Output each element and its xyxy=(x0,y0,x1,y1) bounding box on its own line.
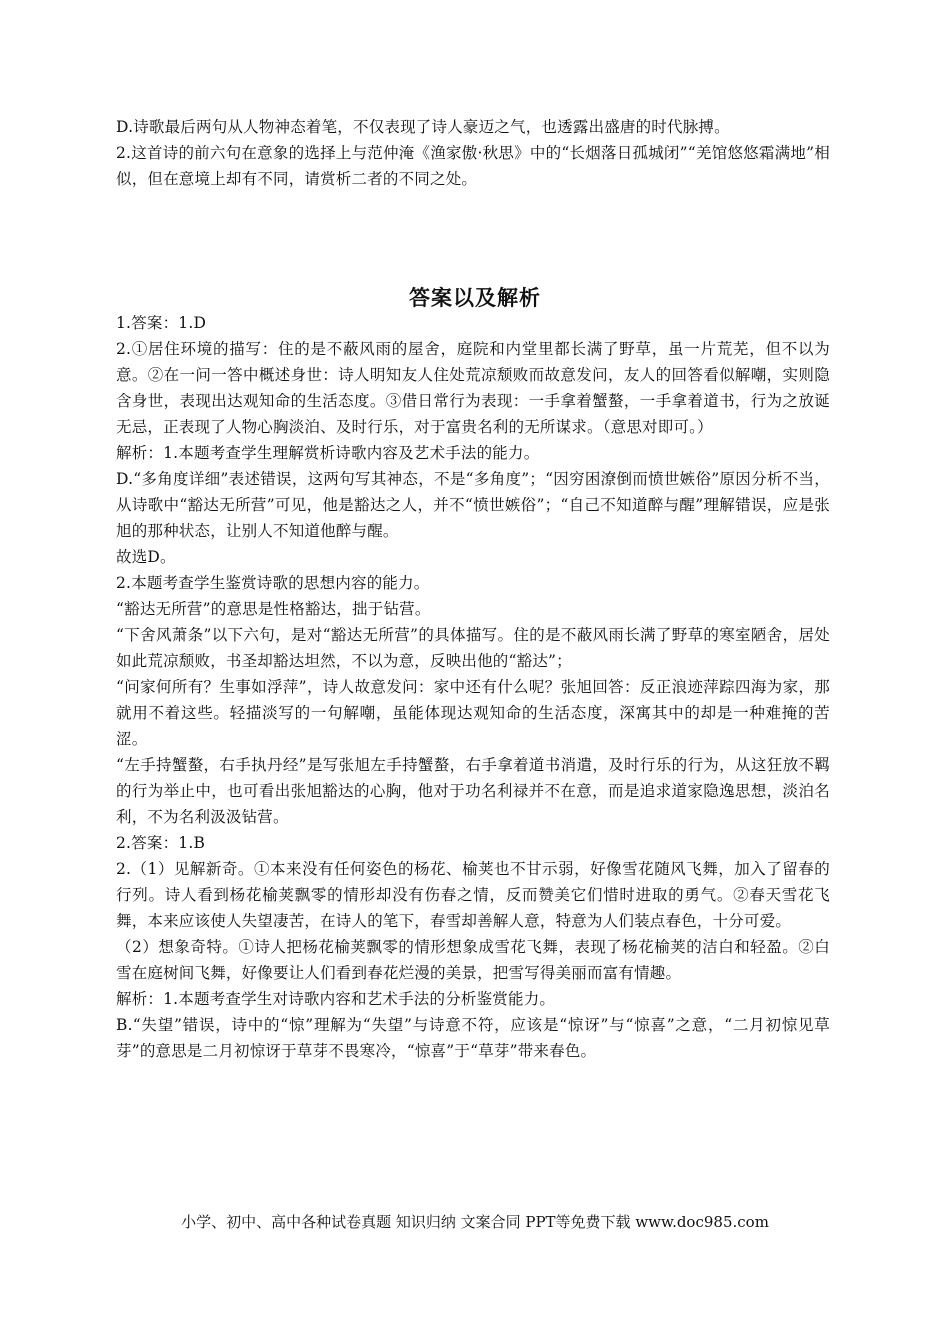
answer-paragraph: 2.（1）见解新奇。①本来没有任何姿色的杨花、榆荚也不甘示弱，好像雪花随风飞舞，加入了留春的行列。诗人看到杨花榆荚飘零的情形却没有伤春之情，反而赞美它们惜时进取的勇气。②春天雪花飞舞，本来应该使人失望凄苦，在诗人的笔下，春雪却善解人意，特意为人们装点春色，十分可爱。 xyxy=(116,860,830,930)
page-footer: 小学、初中、高中各种试卷真题 知识归纳 文案合同 PPT等免费下载 www.doc985.com xyxy=(181,1213,769,1231)
answers-heading: 答案以及解析 xyxy=(409,286,541,310)
answer-paragraph: 2.答案：1.B xyxy=(116,834,206,852)
question-2: 2.这首诗的前六句在意象的选择上与范仲淹《渔家傲·秋思》中的“长烟落日孤城闭”“羌馆悠悠霜满地”相似，但在意境上却有不同，请赏析二者的不同之处。 xyxy=(116,144,830,188)
answer-paragraph: 2.①居住环境的描写：住的是不蔽风雨的屋舍，庭院和内堂里都长满了野草，虽一片荒芜，但不以为意。②在一问一答中概述身世：诗人明知友人住处荒凉颓败而故意发问，友人的回答看似解嘲，实则隐含身世，表现出达观知命的生活态度。③借日常行为表现：一手拿着蟹螯，一手拿着道书，行为之放诞无忌，正表现了人物心胸淡泊、及时行乐，对于富贵名利的无所谋求。（意思对即可。） xyxy=(116,340,830,436)
answers-block xyxy=(116,310,830,1064)
answer-paragraph: 解析：1.本题考查学生理解赏析诗歌内容及艺术手法的能力。 xyxy=(116,444,540,462)
answer-paragraph: “左手持蟹螯，右手执丹经”是写张旭左手持蟹螯，右手拿着道书消遣，及时行乐的行为，从这狂放不羁的行为举止中，也可看出张旭豁达的心胸，他对于功名利禄并不在意，而是追求道家隐逸思想，淡泊名利，不为名利汲汲钻营。 xyxy=(116,756,830,826)
answer-paragraph: “下舍风萧条”以下六句，是对“豁达无所营”的具体描写。住的是不蔽风雨长满了野草的寒室陋舍，居处如此荒凉颓败，书圣却豁达坦然，不以为意，反映出他的“豁达”； xyxy=(116,626,830,670)
answer-paragraph: B.“失望”错误，诗中的“惊”理解为“失望”与诗意不符，应该是“惊讶”与“惊喜”之意，“二月初惊见草芽”的意思是二月初惊讶于草芽不畏寒冷，“惊喜”于“草芽”带来春色。 xyxy=(116,1016,830,1060)
answer-paragraph: 故选D。 xyxy=(116,548,176,566)
answer-paragraph: （2）想象奇特。①诗人把杨花榆荚飘零的情形想象成雪花飞舞，表现了杨花榆荚的洁白和轻盈。②白雪在庭树间飞舞，好像要让人们看到春花烂漫的美景，把雪写得美丽而富有情趣。 xyxy=(116,938,830,982)
answer-paragraph: 1.答案：1.D xyxy=(116,314,207,332)
answer-paragraph: “问家何所有？生事如浮萍”，诗人故意发问：家中还有什么呢？张旭回答：反正浪迹萍踪四海为家，那就用不着这些。轻描淡写的一句解嘲，虽能体现达观知命的生活态度，深寓其中的却是一种难掩的苦涩。 xyxy=(116,678,830,748)
answer-paragraph: D.“多角度详细”表述错误，这两句写其神态，不是“多角度”；“因穷困潦倒而愤世嫉俗”原因分析不当，从诗歌中“豁达无所营”可见，他是豁达之人，并不“愤世嫉俗”；“自己不知道醉与醒”理解错误，应是张旭的那种状态，让别人不知道他醉与醒。 xyxy=(116,470,830,540)
question-block xyxy=(116,114,830,192)
answer-paragraph: 2.本题考查学生鉴赏诗歌的思想内容的能力。 xyxy=(116,574,430,592)
answer-paragraph: 解析：1.本题考查学生对诗歌内容和艺术手法的分析鉴赏能力。 xyxy=(116,990,556,1008)
question-option-d: D.诗歌最后两句从人物神态着笔，不仅表现了诗人豪迈之气，也透露出盛唐的时代脉搏。 xyxy=(116,118,730,136)
answer-paragraph: “豁达无所营”的意思是性格豁达，拙于钻营。 xyxy=(116,600,431,618)
